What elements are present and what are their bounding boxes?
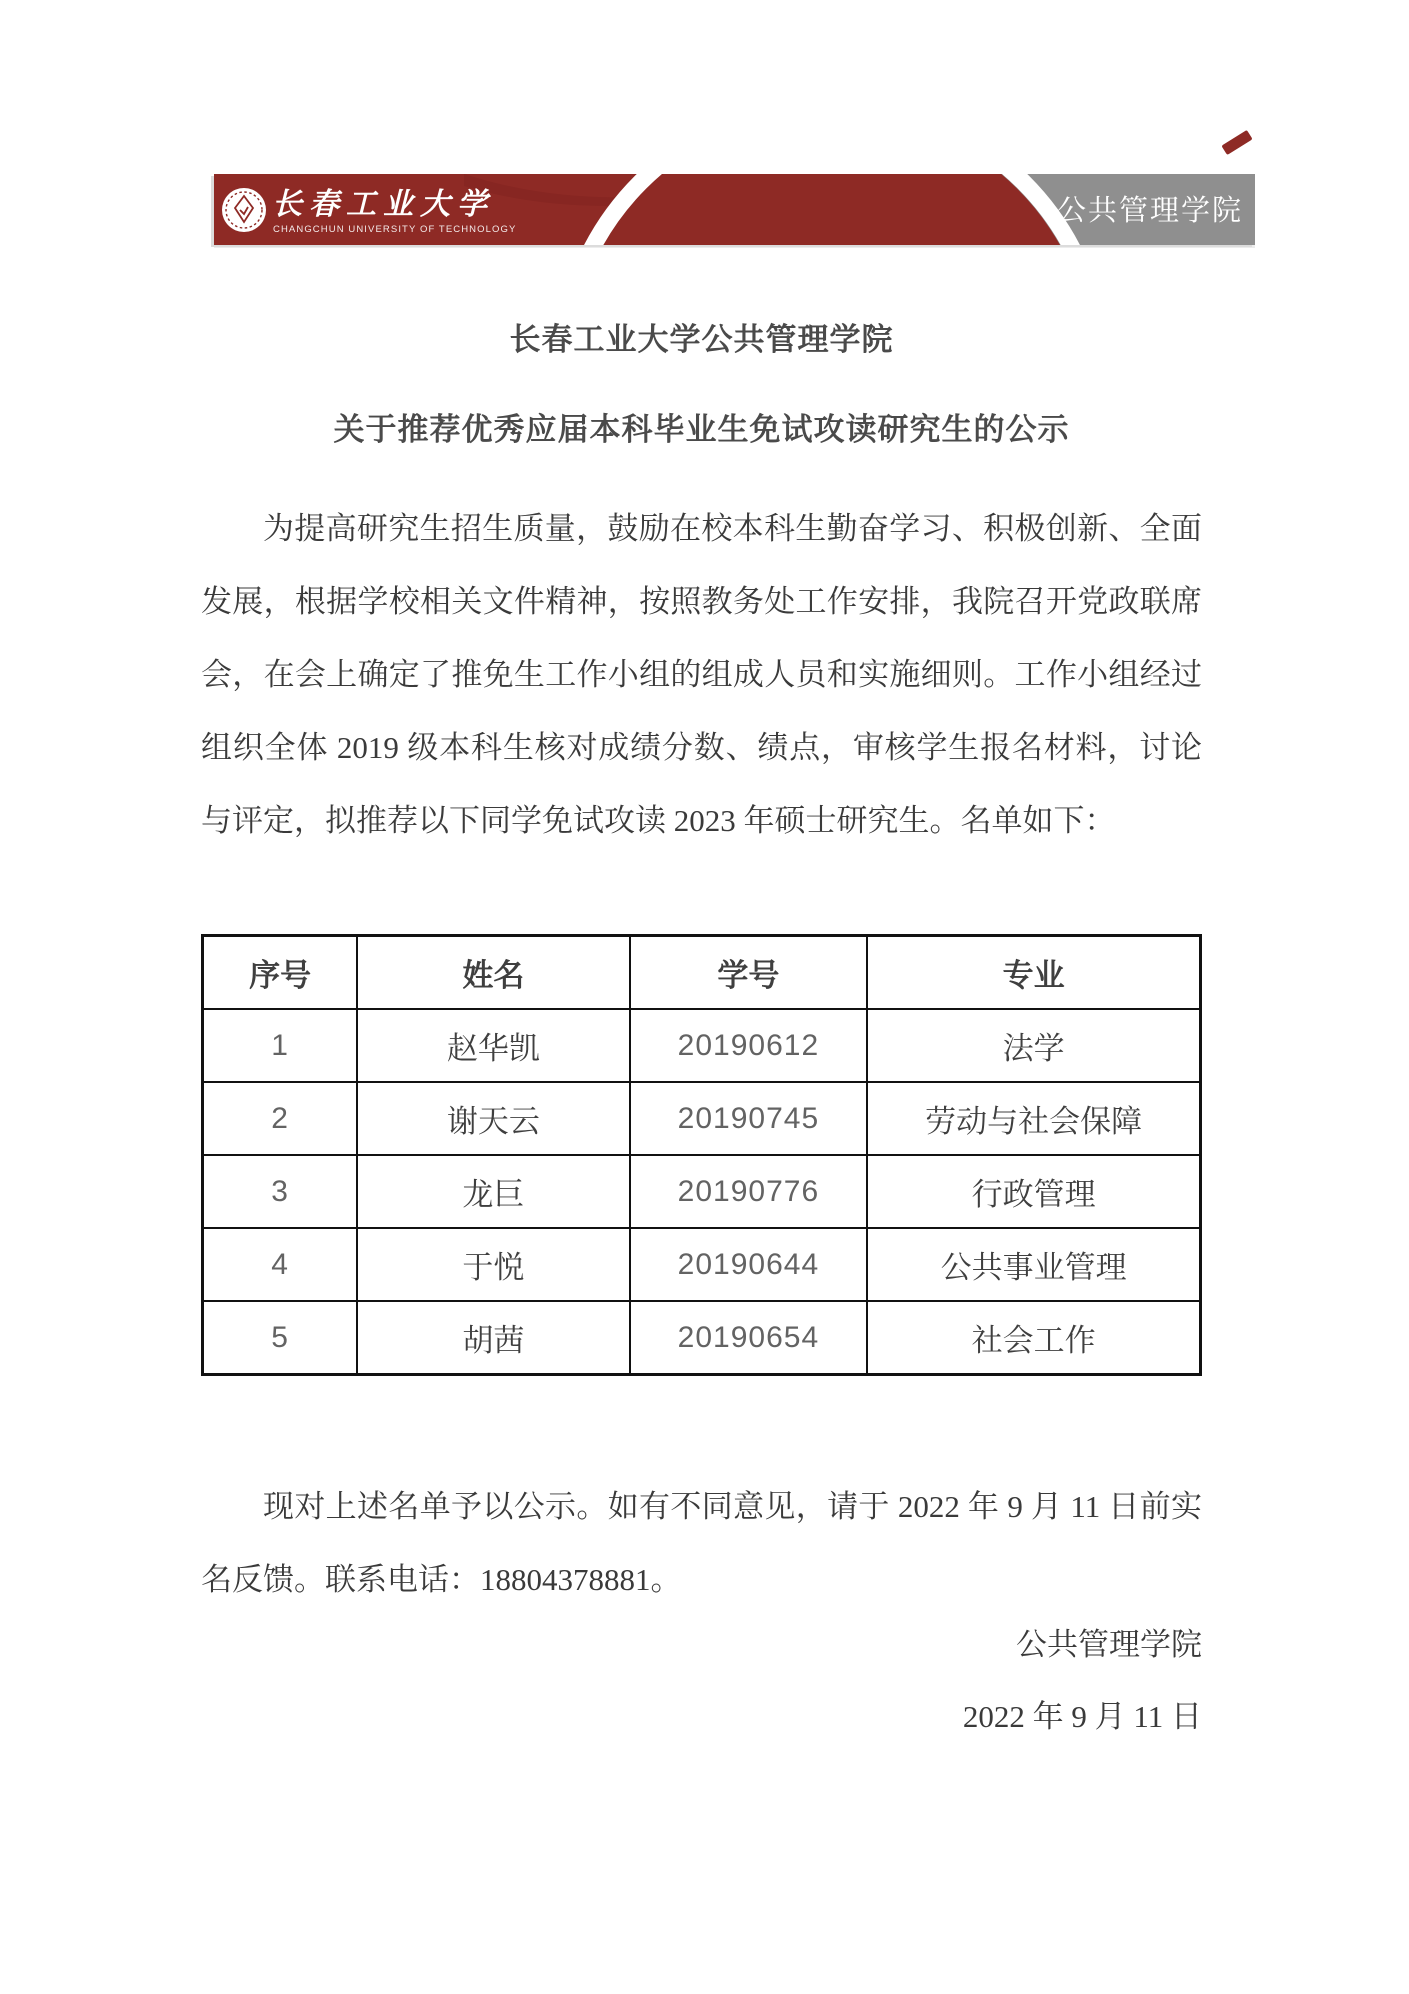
table-cell: 于悦: [357, 1228, 629, 1301]
table-cell: 20190745: [630, 1082, 868, 1155]
banner-corner-ribbon: [1221, 130, 1252, 155]
table-cell: 社会工作: [867, 1301, 1200, 1375]
table-cell: 赵华凯: [357, 1009, 629, 1082]
table-row: [203, 1155, 1201, 1228]
table-header-cell: 姓名: [357, 936, 629, 1010]
table-cell: 3: [203, 1155, 358, 1228]
table-cell: 法学: [867, 1009, 1200, 1082]
university-name-en: CHANGCHUN UNIVERSITY OF TECHNOLOGY: [273, 224, 517, 235]
table-row: [203, 936, 1201, 1010]
table-cell: 劳动与社会保障: [867, 1082, 1200, 1155]
table-cell: 龙巨: [357, 1155, 629, 1228]
table-header-cell: 专业: [867, 936, 1200, 1010]
table-header-cell: 序号: [203, 936, 358, 1010]
table-row: [203, 1009, 1201, 1082]
closing-paragraph: 现对上述名单予以公示。如有不同意见，请于 2022 年 9 月 11 日前实名反馈。联系电话：18804378881。: [201, 1489, 1202, 1597]
table-cell: 1: [203, 1009, 358, 1082]
table-cell: 20190654: [630, 1301, 868, 1375]
document-title: 长春工业大学公共管理学院: [509, 322, 894, 357]
university-banner: [214, 174, 1255, 245]
intro-paragraph: 为提高研究生招生质量，鼓励在校本科生勤奋学习、积极创新、全面发展，根据学校相关文件精神，按照教务处工作安排，我院召开党政联席会，在会上确定了推免生工作小组的组成人员和实施细则。工作小组经过组织全体 2019 级本科生核对成绩分数、绩点，审核学生报名材料，讨论与评定，拟推荐以下同学免试攻读 2023 年硕士研究生。名单如下：: [201, 511, 1202, 838]
table-row: [203, 1082, 1201, 1155]
table-cell: 20190644: [630, 1228, 868, 1301]
table-header-row: [203, 936, 1201, 1010]
banner-graphic: [214, 174, 1255, 245]
university-name-zh: 长春工业大学: [272, 188, 494, 221]
table-cell: 胡茜: [357, 1301, 629, 1375]
table-cell: 谢天云: [357, 1082, 629, 1155]
table-row: [203, 1228, 1201, 1301]
table-cell: 20190776: [630, 1155, 868, 1228]
banner-department-name: 公共管理学院: [1056, 195, 1244, 227]
signature-department: 公共管理学院: [1016, 1627, 1202, 1662]
table-cell: 行政管理: [867, 1155, 1200, 1228]
table-row: [203, 1301, 1201, 1375]
signature-date: 2022 年 9 月 11 日: [962, 1699, 1202, 1734]
table-body: [203, 1009, 1201, 1375]
table-cell: 4: [203, 1228, 358, 1301]
table-cell: 20190612: [630, 1009, 868, 1082]
recommended-students-table: [201, 934, 1202, 1376]
document-subtitle: 关于推荐优秀应届本科毕业生免试攻读研究生的公示: [333, 412, 1070, 447]
university-seal-icon: [222, 188, 266, 232]
table-header-cell: 学号: [630, 936, 868, 1010]
table-cell: 2: [203, 1082, 358, 1155]
table-cell: 公共事业管理: [867, 1228, 1200, 1301]
table-cell: 5: [203, 1301, 358, 1375]
